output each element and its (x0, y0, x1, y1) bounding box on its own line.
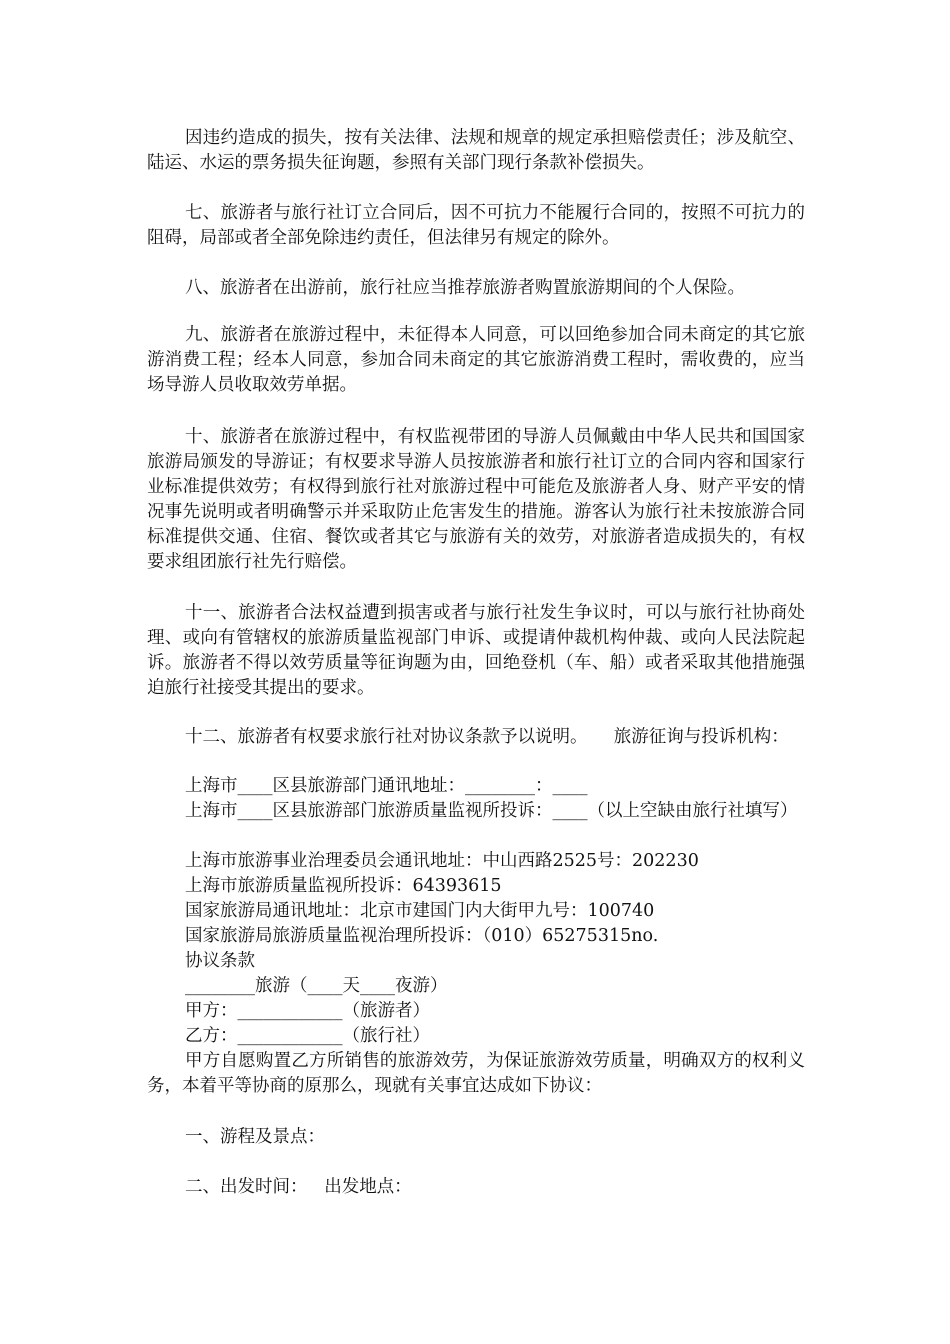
line-party-a: 甲方：____________（旅游者） (185, 1001, 430, 1021)
line-departure: 二、出发时间： 出发地点： (185, 1177, 412, 1197)
paragraph-clause-11: 十一、旅游者合法权益遭到损害或者与旅行社发生争议时，可以与旅行社协商处理、或向有管辖权的旅游质量监视部门申诉、或提请仲裁机构仲裁、或向人民法院起诉。旅游者不得以效劳质量等征询题为由，回绝登机（车、船）或者采取其他措施强迫旅行社接受其提出的要求。 (147, 603, 805, 698)
paragraph-clause-10: 十、旅游者在旅游过程中，有权监视带团的导游人员佩戴由中华人民共和国国家旅游局颁发的导游证；有权要求导游人员按旅游者和旅行社订立的合同内容和国家行业标准提供效劳；有权得到旅行社对旅游过程中可能危及旅游者人身、财产平安的情况事先说明或者明确警示并采取防止危害发生的措施。游客认为旅行社未按旅游合同标准提供交通、住宿、餐饮或者其它与旅游有关的效劳，对旅游者造成损失的，有权要求组团旅行社先行赔偿。 (147, 427, 805, 572)
line-shanghai-complaint: 上海市旅游质量监视所投诉：64393615 (185, 876, 502, 896)
line-national-address: 国家旅游局通讯地址：北京市建国门内大街甲九号：100740 (185, 901, 655, 921)
paragraph-clause-12: 十二、旅游者有权要求旅行社对协议条款予以说明。 旅游征询与投诉机构： (185, 727, 789, 747)
paragraph-agreement-intro: 甲方自愿购置乙方所销售的旅游效劳，为保证旅游效劳质量，明确双方的权利义务，本着平等协商的原那么，现就有关事宜达成如下协议： (147, 1051, 805, 1096)
line-shanghai-address: 上海市旅游事业治理委员会通讯地址：中山西路2525号：202230 (185, 851, 699, 871)
line-district-complaint: 上海市____区县旅游部门旅游质量监视所投诉：____（以上空缺由旅行社填写） (185, 801, 798, 821)
line-agreement-heading: 协议条款 (185, 951, 255, 971)
line-national-complaint: 国家旅游局旅游质量监视治理所投诉：（010）65275315no. (185, 926, 659, 946)
paragraph-clause-7: 七、旅游者与旅行社订立合同后，因不可抗力不能履行合同的，按照不可抗力的阻碍，局部或者全部免除违约责任，但法律另有规定的除外。 (147, 203, 805, 248)
line-tour-title: ________旅游（____天____夜游） (185, 976, 448, 996)
line-district-address: 上海市____区县旅游部门通讯地址：________：____ (185, 776, 588, 796)
line-itinerary: 一、游程及景点： (185, 1127, 325, 1147)
line-party-b: 乙方：____________（旅行社） (185, 1026, 430, 1046)
paragraph-compensation: 因违约造成的损失，按有关法律、法规和规章的规定承担赔偿责任；涉及航空、陆运、水运的票务损失征询题，参照有关部门现行条款补偿损失。 (147, 128, 805, 173)
paragraph-clause-8: 八、旅游者在出游前，旅行社应当推荐旅游者购置旅游期间的个人保险。 (185, 278, 745, 298)
paragraph-clause-9: 九、旅游者在旅游过程中，未征得本人同意，可以回绝参加合同未商定的其它旅游消费工程；经本人同意，参加合同未商定的其它旅游消费工程时，需收费的，应当场导游人员收取效劳单据。 (147, 325, 805, 395)
